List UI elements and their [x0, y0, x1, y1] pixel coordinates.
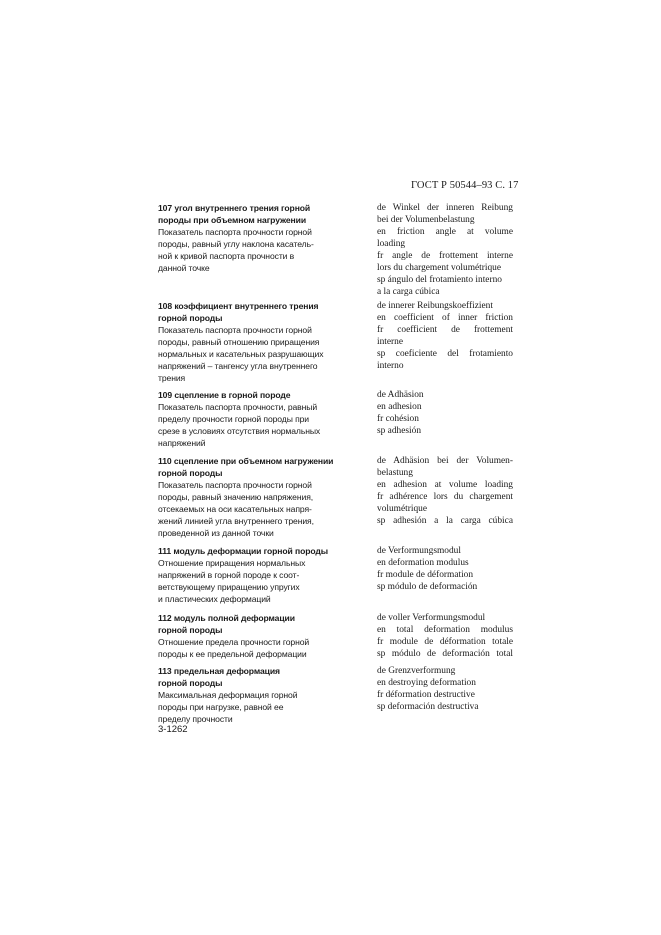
translation-line: de innerer Reibungskoeffizient	[377, 301, 493, 311]
translation-line: fr coefficient de frottement	[377, 325, 513, 335]
translation-line: en total deformation modulus	[377, 625, 513, 635]
translation-line: fr angle de frottement interne	[377, 251, 513, 261]
term-title-line: горной породы	[158, 678, 223, 688]
russian-term-block	[158, 202, 363, 274]
translations-block	[377, 545, 513, 593]
definition-line: напряжений – тангенсу угла внутреннего	[158, 361, 318, 371]
translations-block	[377, 612, 513, 660]
term-title-line: 112 модуль полной деформации	[158, 613, 295, 623]
russian-term-block	[158, 300, 363, 384]
translation-line: de Adhäsion	[377, 390, 424, 400]
russian-term-block	[158, 389, 363, 449]
definition-line: Показатель паспорта прочности горной	[158, 325, 312, 335]
definition-line: породы, равный отношению приращения	[158, 337, 320, 347]
translation-line: fr module de déformation totale	[377, 637, 513, 647]
definition-line: Показатель паспорта прочности горной	[158, 480, 312, 490]
definition-line: ной к кривой паспорта прочности в	[158, 251, 295, 261]
translation-line: de Grenzverformung	[377, 666, 456, 676]
translation-line: en deformation modulus	[377, 558, 469, 568]
definition-line: пределу прочности горной породы при	[158, 414, 310, 424]
definition-line: Показатель паспорта прочности горной	[158, 227, 312, 237]
page-footer-code: 3-1262	[158, 724, 188, 735]
translation-line: de Adhäsion bei der Volumen-	[377, 456, 513, 466]
term-title-line: 107 угол внутреннего трения горной	[158, 203, 311, 213]
translation-line: en coefficient of inner friction	[377, 313, 513, 323]
definition-line: Максимальная деформация горной	[158, 690, 298, 700]
translation-line: a la carga cúbica	[377, 287, 440, 297]
definition-line: породы при нагрузке, равной ее	[158, 702, 284, 712]
definition-line: напряжений в горной породе к соот-	[158, 570, 300, 580]
translations-block	[377, 300, 513, 372]
translation-line: en adhesion at volume loading	[377, 480, 513, 490]
translation-line: interno	[377, 361, 404, 371]
russian-term-block	[158, 665, 363, 725]
term-title-line: 109 сцепление в горной породе	[158, 390, 291, 400]
page-header: ГОСТ Р 50544–93 С. 17	[411, 180, 519, 191]
translations-block	[377, 665, 513, 713]
term-title-line: горной породы	[158, 625, 223, 635]
translation-line: lors du chargement volumétrique	[377, 263, 502, 273]
definition-line: Отношение предела прочности горной	[158, 637, 310, 647]
translation-line: en friction angle at volume	[377, 227, 513, 237]
translation-line: sp ángulo del frotamiento interno	[377, 275, 502, 285]
definition-line: проведенной из данной точки	[158, 528, 274, 538]
definition-line: жений линией угла внутреннего трения,	[158, 516, 314, 526]
definition-line: породы к ее предельной деформации	[158, 649, 307, 659]
definition-line: породы, равный углу наклона касатель-	[158, 239, 314, 249]
term-title-line: 113 предельная деформация	[158, 666, 280, 676]
term-title-line: породы при объемном нагружении	[158, 215, 307, 225]
russian-term-block	[158, 612, 363, 660]
term-title-line: 110 сцепление при объемном нагружении	[158, 456, 334, 466]
definition-line: Отношение приращения нормальных	[158, 558, 306, 568]
translation-line: loading	[377, 239, 406, 249]
definition-line: ветствующему приращению упругих	[158, 582, 300, 592]
translation-line: volumétrique	[377, 504, 427, 514]
translations-block	[377, 389, 513, 437]
term-title-line: 108 коэффициент внутреннего трения	[158, 301, 319, 311]
term-title-line: 111 модуль деформации горной породы	[158, 546, 328, 556]
definition-line: породы, равный значению напряжения,	[158, 492, 314, 502]
translation-line: fr cohésion	[377, 414, 419, 424]
russian-term-block	[158, 455, 363, 539]
term-title-line: горной породы	[158, 468, 223, 478]
translation-line: sp módulo de deformación total	[377, 649, 513, 659]
definition-line: трения	[158, 373, 186, 383]
translation-line: sp adhesión	[377, 426, 422, 436]
definition-line: напряжений	[158, 438, 206, 448]
definition-line: срезе в условиях отсутствия нормальных	[158, 426, 321, 436]
translation-line: de voller Verformungsmodul	[377, 613, 486, 623]
definition-line: отсекаемых на оси касательных напря-	[158, 504, 312, 514]
translation-line: en destroying deformation	[377, 678, 476, 688]
translation-line: sp adhesión a la carga cúbica	[377, 516, 513, 526]
definition-line: нормальных и касательных разрушающих	[158, 349, 324, 359]
translation-line: de Verformungsmodul	[377, 546, 461, 556]
translations-block	[377, 202, 513, 298]
definition-line: и пластических деформаций	[158, 594, 271, 604]
definition-line: пределу прочности	[158, 714, 233, 724]
translation-line: sp deformación destructiva	[377, 702, 479, 712]
translation-line: interne	[377, 337, 404, 347]
translation-line: sp módulo de deformación	[377, 582, 478, 592]
russian-term-block	[158, 545, 363, 605]
translation-line: fr déformation destructive	[377, 690, 475, 700]
translation-line: fr module de déformation	[377, 570, 474, 580]
translation-line: fr adhérence lors du chargement	[377, 492, 513, 502]
translation-line: sp coeficiente del frotamiento	[377, 349, 513, 359]
translation-line: de Winkel der inneren Reibung	[377, 203, 513, 213]
translation-line: belastung	[377, 468, 413, 478]
translation-line: en adhesion	[377, 402, 422, 412]
translations-block	[377, 455, 513, 527]
translation-line: bei der Volumenbelastung	[377, 215, 475, 225]
definition-line: Показатель паспорта прочности, равный	[158, 402, 318, 412]
term-title-line: горной породы	[158, 313, 223, 323]
definition-line: данной точке	[158, 263, 210, 273]
